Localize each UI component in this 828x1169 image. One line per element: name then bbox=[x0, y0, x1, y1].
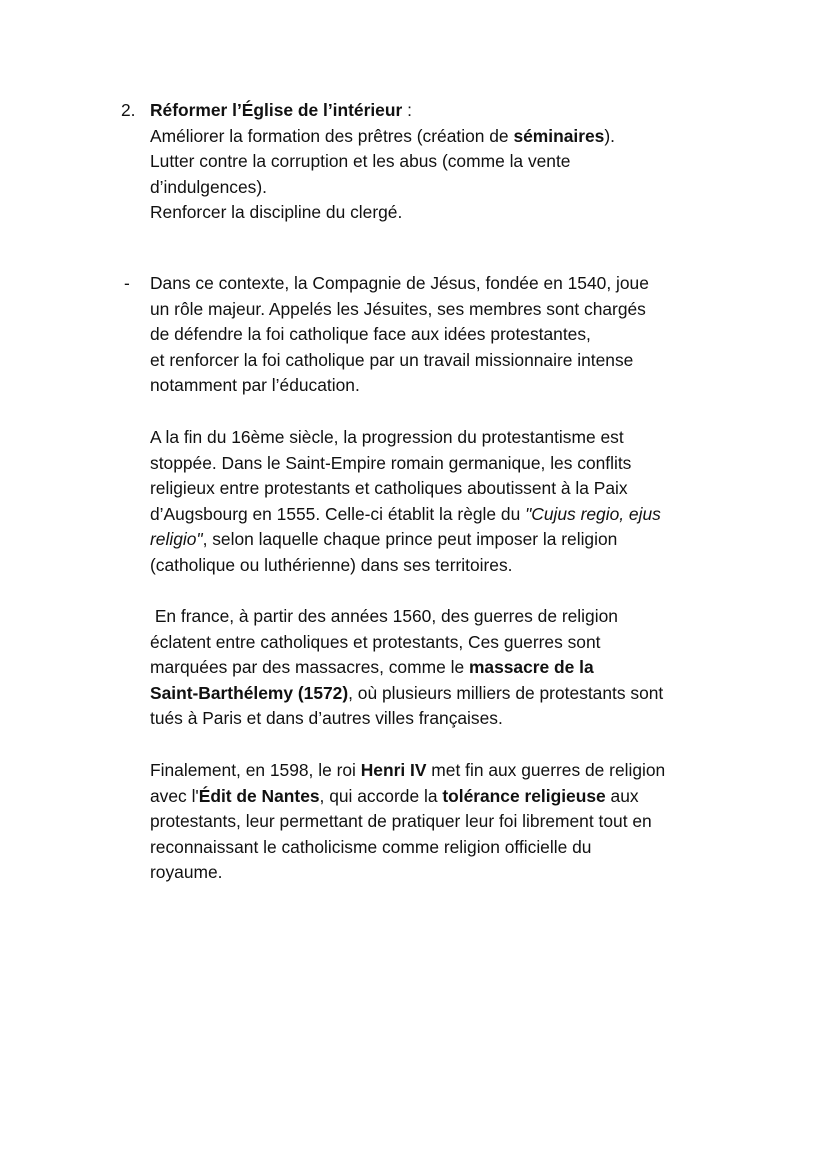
paragraph-line: et renforcer la foi catholique par un travail missionnaire intense bbox=[150, 349, 634, 370]
paragraph-line: Finalement, en 1598, le roi Henri IV met fin aux guerres de religion bbox=[150, 760, 666, 780]
list-number: 2. bbox=[121, 100, 136, 120]
paragraph-line: religieux entre protestants et catholiques aboutissent à la Paix bbox=[150, 478, 628, 499]
paragraph-line: stoppée. Dans le Saint-Empire romain germanique, les conflits bbox=[150, 452, 632, 473]
paragraph-line: éclatent entre catholiques et protestants, Ces guerres sont bbox=[150, 631, 601, 652]
paragraph-line: religio", selon laquelle chaque prince peut imposer la religion bbox=[150, 529, 618, 550]
paragraph-line: marquées par des massacres, comme le massacre de la bbox=[150, 657, 594, 678]
list-item-2 bbox=[150, 98, 750, 226]
paragraph-line: protestants, leur permettant de pratiquer leur foi librement tout en bbox=[150, 811, 652, 832]
paragraph-line: avec l'Édit de Nantes, qui accorde la tolérance religieuse aux bbox=[150, 785, 639, 806]
paragraph-wars-of-religion bbox=[150, 604, 750, 732]
paragraph-line: Saint-Barthélemy (1572), où plusieurs milliers de protestants sont bbox=[150, 682, 664, 703]
item-line: d’indulgences). bbox=[150, 176, 267, 197]
item-heading: Réformer l’Église de l’intérieur : bbox=[150, 100, 412, 120]
paragraph-line: A la fin du 16ème siècle, la progression du protestantisme est bbox=[150, 427, 624, 447]
paragraph-line: notamment par l’éducation. bbox=[150, 375, 360, 396]
paragraph-edit-de-nantes bbox=[150, 758, 750, 886]
paragraph-line: Dans ce contexte, la Compagnie de Jésus, fondée en 1540, joue bbox=[150, 273, 649, 293]
item-line: Renforcer la discipline du clergé. bbox=[150, 202, 403, 223]
paragraph-line: d’Augsbourg en 1555. Celle-ci établit la règle du "Cujus regio, ejus bbox=[150, 503, 661, 524]
paragraph-line: En france, à partir des années 1560, des guerres de religion bbox=[150, 606, 618, 626]
paragraph-line: royaume. bbox=[150, 862, 223, 883]
paragraph-jesuits bbox=[150, 271, 750, 399]
bullet-marker: - bbox=[124, 273, 130, 293]
paragraph-line: (catholique ou luthérienne) dans ses territoires. bbox=[150, 554, 513, 575]
paragraph-augsbourg bbox=[150, 425, 750, 579]
paragraph-line: tués à Paris et dans d’autres villes françaises. bbox=[150, 708, 503, 729]
paragraph-line: de défendre la foi catholique face aux idées protestantes, bbox=[150, 324, 591, 345]
item-line: Lutter contre la corruption et les abus (comme la vente bbox=[150, 151, 571, 172]
item-line: Améliorer la formation des prêtres (création de séminaires). bbox=[150, 125, 615, 146]
item-title: Réformer l’Église de l’intérieur bbox=[150, 100, 403, 120]
paragraph-line: reconnaissant le catholicisme comme religion officielle du bbox=[150, 836, 592, 857]
paragraph-line: un rôle majeur. Appelés les Jésuites, ses membres sont chargés bbox=[150, 298, 646, 319]
